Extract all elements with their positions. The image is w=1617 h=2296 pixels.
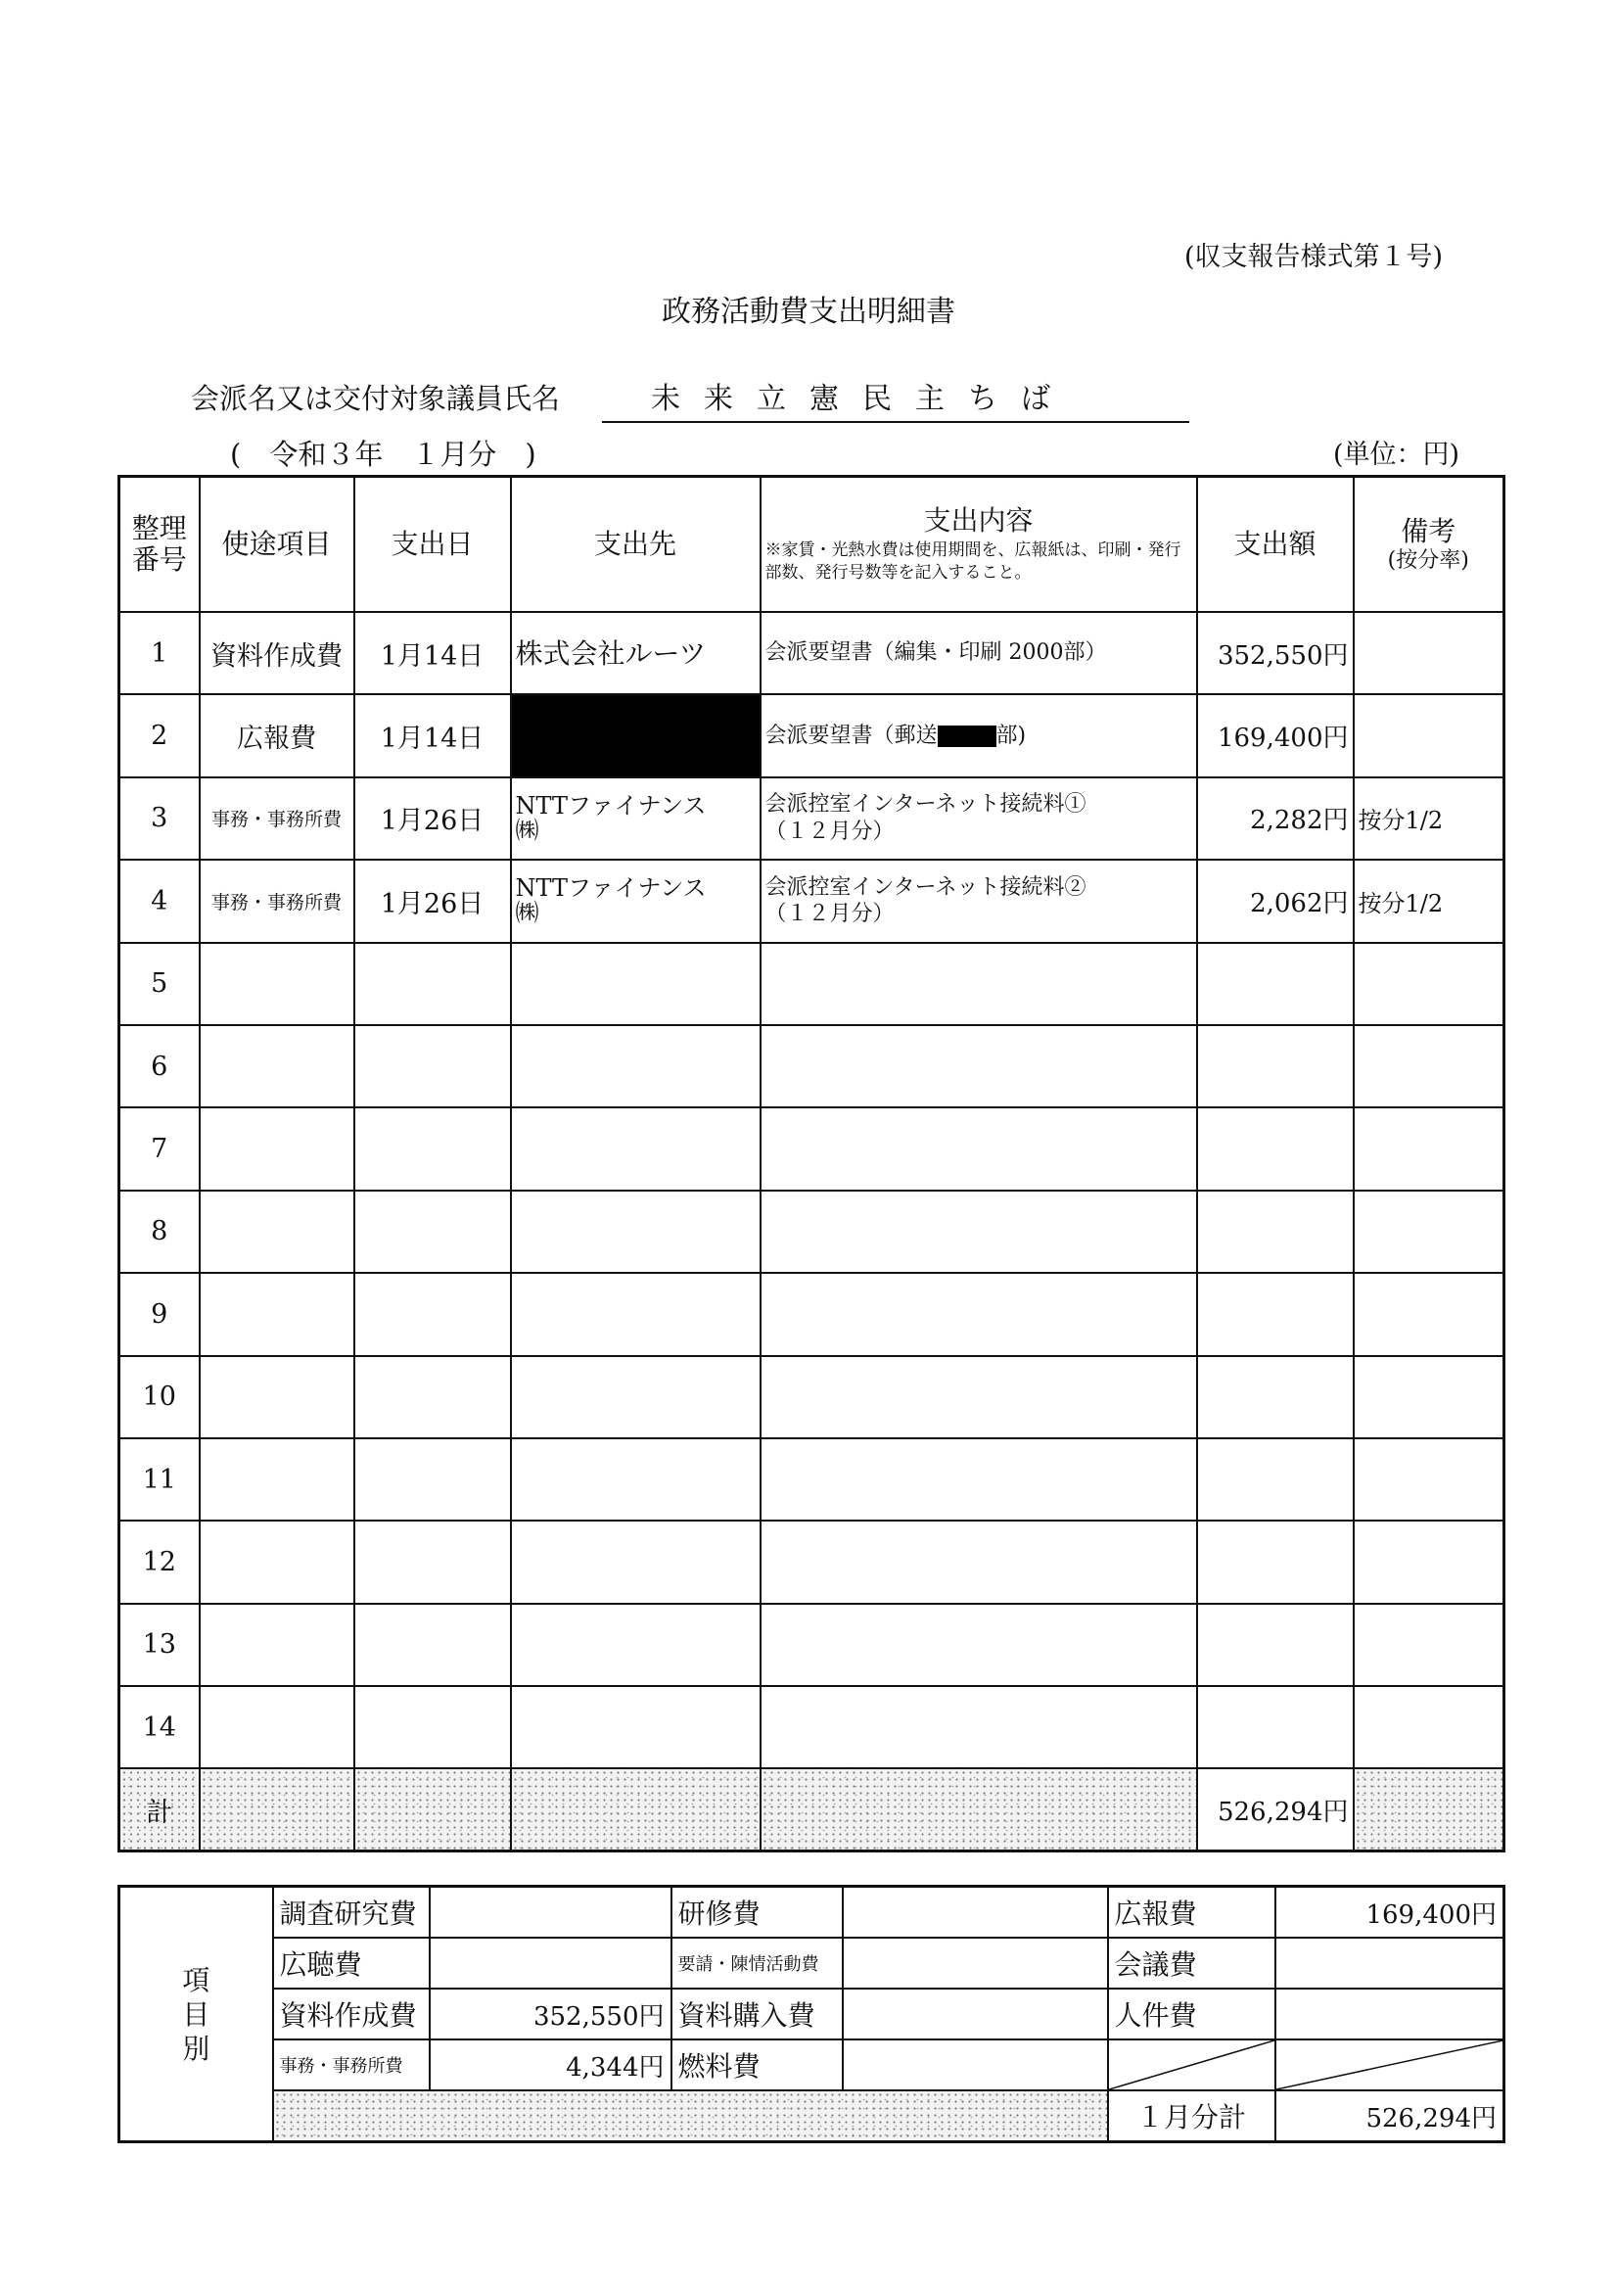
summary-row [119, 2039, 1504, 2090]
summary-value [430, 1938, 671, 1989]
table-row [119, 1686, 1504, 1768]
summary-label: 資料購入費 [671, 1989, 843, 2039]
row-date: 1月26日 [354, 777, 511, 860]
summary-label: 事務・事務所費 [273, 2039, 430, 2090]
col-header-payee: 支出先 [511, 477, 761, 613]
row-no: 13 [119, 1604, 200, 1686]
row-no: 3 [119, 777, 200, 860]
row-date: 1月14日 [354, 694, 511, 776]
unit-label: (単位：円) [1333, 440, 1460, 470]
blank-diagonal-cell [1108, 2039, 1275, 2090]
shaded-area [273, 2090, 1108, 2142]
remarks-header-sub: (按分率) [1387, 547, 1469, 573]
blank-diagonal-cell [1275, 2039, 1504, 2090]
summary-value [843, 2039, 1108, 2090]
summary-value [843, 1938, 1108, 1989]
table-row [119, 612, 1504, 694]
summary-value [843, 1989, 1108, 2039]
table-header-row [119, 477, 1504, 613]
table-row [119, 1604, 1504, 1686]
row-amount: 2,062円 [1197, 860, 1354, 942]
summary-side-label: 項 目 別 [119, 1887, 273, 2142]
row-no: 11 [119, 1438, 200, 1521]
summary-value [430, 1887, 671, 1939]
row-payee: NTTファイナンス ㈱ [511, 777, 761, 860]
row-content: 会派控室インターネット接続料① （１２月分） [761, 777, 1197, 860]
summary-value: 352,550円 [430, 1989, 671, 2039]
row-payee: 株式会社ルーツ [511, 612, 761, 694]
summary-value: 4,344円 [430, 2039, 671, 2090]
row-category: 事務・事務所費 [200, 860, 354, 942]
row-no: 14 [119, 1686, 200, 1768]
faction-name: 未来立憲民主ちば [602, 374, 1189, 423]
total-amount: 526,294円 [1197, 1768, 1354, 1851]
row-date: 1月14日 [354, 612, 511, 694]
row-content: 会派控室インターネット接続料② （１２月分） [761, 860, 1197, 942]
summary-label: 資料作成費 [273, 1989, 430, 2039]
summary-label: 調査研究費 [273, 1887, 430, 1939]
period: ( 令和３年 １月分 ) [230, 438, 536, 471]
summary-label: 広聴費 [273, 1938, 430, 1989]
row-content-a: 会派要望書（郵送 [764, 723, 938, 748]
remarks-header-label: 備考 [1401, 515, 1456, 547]
row-content-b: 部) [995, 723, 1027, 748]
table-row [119, 1356, 1504, 1438]
row-remarks [1354, 694, 1504, 776]
col-header-category: 使途項目 [200, 477, 354, 613]
page-title: 政務活動費支出明細書 [662, 295, 955, 329]
total-row [119, 1768, 1504, 1851]
table-row [119, 1273, 1504, 1355]
summary-total-value: 526,294円 [1275, 2090, 1504, 2142]
summary-total-row [119, 2090, 1504, 2142]
col-header-content [761, 477, 1197, 613]
row-remarks [1354, 612, 1504, 694]
summary-label: 研修費 [671, 1887, 843, 1939]
summary-label: 会議費 [1108, 1938, 1275, 1989]
row-amount: 352,550円 [1197, 612, 1354, 694]
row-no: 8 [119, 1191, 200, 1273]
summary-value [1275, 1989, 1504, 2039]
table-row [119, 1191, 1504, 1273]
table-row [119, 777, 1504, 860]
row-no: 4 [119, 860, 200, 942]
summary-label: 人件費 [1108, 1989, 1275, 2039]
row-no: 2 [119, 694, 200, 776]
form-id: (収支報告様式第１号) [1184, 242, 1444, 272]
row-no: 6 [119, 1025, 200, 1107]
summary-total-label: １月分計 [1108, 2090, 1275, 2142]
row-category: 広報費 [200, 694, 354, 776]
total-label: 計 [119, 1768, 200, 1851]
content-header-label: 支出内容 [923, 504, 1034, 538]
summary-value: 169,400円 [1275, 1887, 1504, 1939]
col-header-date: 支出日 [354, 477, 511, 613]
table-row [119, 1025, 1504, 1107]
table-row [119, 860, 1504, 942]
summary-label: 広報費 [1108, 1887, 1275, 1939]
summary-label: 要請・陳情活動費 [671, 1938, 843, 1989]
redaction-mark [938, 726, 996, 747]
summary-value [843, 1887, 1108, 1939]
row-amount: 169,400円 [1197, 694, 1354, 776]
row-no: 1 [119, 612, 200, 694]
content-header-note: ※家賃・光熱水費は使用期間を、広報紙は、印刷・発行部数、発行号数等を記入すること。 [764, 539, 1181, 583]
row-category: 事務・事務所費 [200, 777, 354, 860]
summary-row [119, 1938, 1504, 1989]
col-header-remarks [1354, 477, 1504, 613]
summary-row [119, 1989, 1504, 2039]
row-content: 会派要望書（編集・印刷 2000部） [761, 612, 1197, 694]
row-no: 7 [119, 1107, 200, 1190]
summary-label: 燃料費 [671, 2039, 843, 2090]
row-no: 9 [119, 1273, 200, 1355]
col-header-amount: 支出額 [1197, 477, 1354, 613]
summary-row [119, 1887, 1504, 1939]
row-no: 10 [119, 1356, 200, 1438]
expense-table [117, 475, 1505, 1852]
table-row [119, 1438, 1504, 1521]
table-row [119, 943, 1504, 1025]
row-category: 資料作成費 [200, 612, 354, 694]
row-payee: NTTファイナンス ㈱ [511, 860, 761, 942]
row-remarks: 按分1/2 [1354, 860, 1504, 942]
summary-value [1275, 1938, 1504, 1989]
row-date: 1月26日 [354, 860, 511, 942]
row-no: 12 [119, 1521, 200, 1603]
row-no: 5 [119, 943, 200, 1025]
table-row [119, 1521, 1504, 1603]
name-label: 会派名又は交付対象議員氏名 [191, 382, 561, 415]
row-content [761, 694, 1197, 776]
category-summary-table [117, 1885, 1505, 2143]
row-remarks: 按分1/2 [1354, 777, 1504, 860]
redacted-payee [511, 694, 761, 776]
table-row [119, 694, 1504, 776]
row-amount: 2,282円 [1197, 777, 1354, 860]
table-row [119, 1107, 1504, 1190]
col-header-no: 整理 番号 [119, 477, 200, 613]
